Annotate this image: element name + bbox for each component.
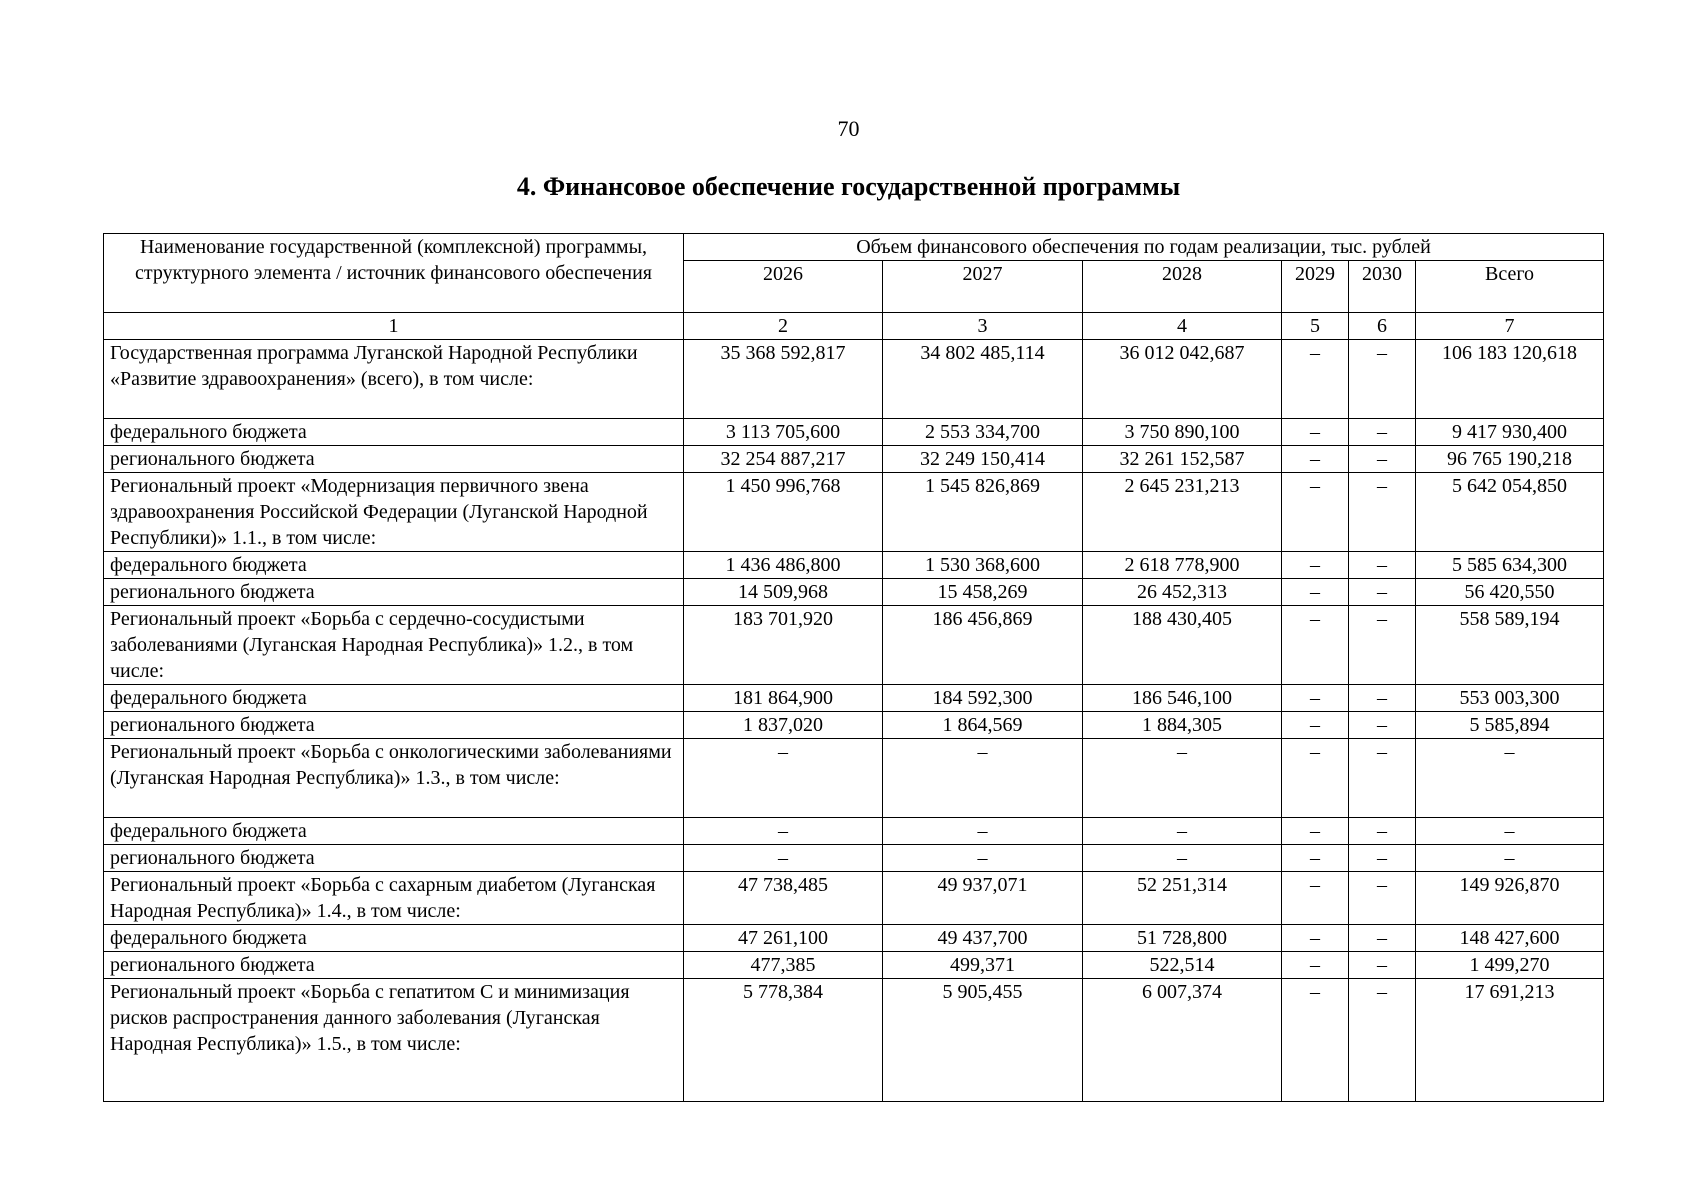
value-cell: 52 251,314 (1083, 872, 1282, 925)
value-cell: 2 553 334,700 (883, 419, 1083, 446)
row-name-cell: Государственная программа Луганской Народной Республики «Развитие здравоохранения» (всего), в том числе: (104, 340, 684, 419)
value-cell: 5 778,384 (684, 979, 883, 1102)
value-cell: – (1282, 685, 1349, 712)
value-cell: 49 437,700 (883, 925, 1083, 952)
row-name-cell: регионального бюджета (104, 446, 684, 473)
year-cell: 2028 (1083, 261, 1282, 313)
column-number: 1 (104, 313, 684, 340)
value-cell: – (684, 739, 883, 818)
value-cell: 1 864,569 (883, 712, 1083, 739)
value-cell: – (1349, 340, 1416, 419)
value-cell: 3 750 890,100 (1083, 419, 1282, 446)
row-name-cell: федерального бюджета (104, 925, 684, 952)
value-cell: 2 645 231,213 (1083, 473, 1282, 552)
column-number: 6 (1349, 313, 1416, 340)
column-number: 2 (684, 313, 883, 340)
value-cell: – (1282, 872, 1349, 925)
value-cell: – (1349, 419, 1416, 446)
table-row (104, 872, 1604, 925)
value-cell: – (1282, 979, 1349, 1102)
value-cell: – (1349, 739, 1416, 818)
value-cell: 2 618 778,900 (1083, 552, 1282, 579)
value-cell: 149 926,870 (1416, 872, 1604, 925)
value-cell: 96 765 190,218 (1416, 446, 1604, 473)
value-cell: – (1416, 845, 1604, 872)
value-cell: – (1282, 845, 1349, 872)
value-cell: – (1282, 552, 1349, 579)
value-cell: – (1349, 712, 1416, 739)
value-cell: – (1349, 979, 1416, 1102)
value-cell: 183 701,920 (684, 606, 883, 685)
table-row (104, 818, 1604, 845)
table-row (104, 606, 1604, 685)
value-cell: 34 802 485,114 (883, 340, 1083, 419)
section-title: 4. Финансовое обеспечение государственной программы (516, 172, 1181, 201)
row-name-cell: Региональный проект «Борьба с гепатитом С и минимизация рисков распространения данного заболевания (Луганская Народная Республика)» 1.5., в том числе: (104, 979, 684, 1102)
year-cell: 2030 (1349, 261, 1416, 313)
value-cell: 477,385 (684, 952, 883, 979)
table-row (104, 685, 1604, 712)
value-cell: 5 642 054,850 (1416, 473, 1604, 552)
value-cell: 1 884,305 (1083, 712, 1282, 739)
value-cell: – (1349, 845, 1416, 872)
value-cell: 17 691,213 (1416, 979, 1604, 1102)
table-row (104, 579, 1604, 606)
value-cell: – (1282, 952, 1349, 979)
value-cell: – (1349, 685, 1416, 712)
value-cell: 9 417 930,400 (1416, 419, 1604, 446)
value-cell: 106 183 120,618 (1416, 340, 1604, 419)
header-name-cell: Наименование государственной (комплексной) программы, структурного элемента / источник финансового обеспечения (104, 234, 684, 313)
value-cell: – (1349, 473, 1416, 552)
row-name-cell: федерального бюджета (104, 419, 684, 446)
value-cell: 181 864,900 (684, 685, 883, 712)
value-cell: – (1083, 739, 1282, 818)
value-cell: – (1349, 552, 1416, 579)
value-cell: – (1349, 925, 1416, 952)
value-cell: 26 452,313 (1083, 579, 1282, 606)
value-cell: 35 368 592,817 (684, 340, 883, 419)
value-cell: 1 545 826,869 (883, 473, 1083, 552)
row-name-cell: регионального бюджета (104, 952, 684, 979)
value-cell: – (1416, 739, 1604, 818)
value-cell: – (1282, 818, 1349, 845)
row-name-cell: федерального бюджета (104, 685, 684, 712)
table-row (104, 712, 1604, 739)
value-cell: – (684, 818, 883, 845)
value-cell: 184 592,300 (883, 685, 1083, 712)
value-cell: 558 589,194 (1416, 606, 1604, 685)
table-row (104, 739, 1604, 818)
value-cell: 56 420,550 (1416, 579, 1604, 606)
value-cell: 15 458,269 (883, 579, 1083, 606)
value-cell: 36 012 042,687 (1083, 340, 1282, 419)
value-cell: 1 499,270 (1416, 952, 1604, 979)
value-cell: 32 249 150,414 (883, 446, 1083, 473)
value-cell: – (883, 818, 1083, 845)
column-number: 7 (1416, 313, 1604, 340)
value-cell: – (1349, 606, 1416, 685)
value-cell: 5 585 634,300 (1416, 552, 1604, 579)
value-cell: 6 007,374 (1083, 979, 1282, 1102)
value-cell: 51 728,800 (1083, 925, 1282, 952)
row-name-cell: регионального бюджета (104, 579, 684, 606)
row-name-cell: регионального бюджета (104, 845, 684, 872)
column-number: 5 (1282, 313, 1349, 340)
value-cell: 49 937,071 (883, 872, 1083, 925)
row-name-cell: Региональный проект «Борьба с сахарным диабетом (Луганская Народная Республика)» 1.4., в том числе: (104, 872, 684, 925)
value-cell: 1 837,020 (684, 712, 883, 739)
table-row (104, 845, 1604, 872)
row-name-cell: Региональный проект «Борьба с онкологическими заболеваниями (Луганская Народная Республика)» 1.3., в том числе: (104, 739, 684, 818)
table-row (104, 979, 1604, 1102)
value-cell: – (1282, 739, 1349, 818)
value-cell: 47 738,485 (684, 872, 883, 925)
value-cell: 522,514 (1083, 952, 1282, 979)
value-cell: 148 427,600 (1416, 925, 1604, 952)
financing-table (103, 233, 1604, 1102)
value-cell: – (1282, 579, 1349, 606)
year-cell: 2027 (883, 261, 1083, 313)
value-cell: 47 261,100 (684, 925, 883, 952)
value-cell: – (1282, 419, 1349, 446)
value-cell: 1 450 996,768 (684, 473, 883, 552)
row-name-cell: федерального бюджета (104, 818, 684, 845)
value-cell: 186 456,869 (883, 606, 1083, 685)
value-cell: – (1349, 872, 1416, 925)
column-number: 4 (1083, 313, 1282, 340)
value-cell: – (1282, 473, 1349, 552)
row-name-cell: Региональный проект «Модернизация первичного звена здравоохранения Российской Федерации (Луганской Народной Республики)» 1.1., в том числе: (104, 473, 684, 552)
value-cell: 5 585,894 (1416, 712, 1604, 739)
table-row (104, 552, 1604, 579)
value-cell: – (1349, 446, 1416, 473)
value-cell: – (1282, 606, 1349, 685)
value-cell: 32 261 152,587 (1083, 446, 1282, 473)
value-cell: – (1282, 925, 1349, 952)
value-cell: 188 430,405 (1083, 606, 1282, 685)
year-cell: Всего (1416, 261, 1604, 313)
value-cell: – (684, 845, 883, 872)
table-body (104, 340, 1604, 1102)
year-cell: 2026 (684, 261, 883, 313)
row-name-cell: федерального бюджета (104, 552, 684, 579)
table-row (104, 419, 1604, 446)
table-row (104, 952, 1604, 979)
value-cell: – (1349, 952, 1416, 979)
value-cell: 1 530 368,600 (883, 552, 1083, 579)
value-cell: – (1349, 818, 1416, 845)
value-cell: 5 905,455 (883, 979, 1083, 1102)
value-cell: 186 546,100 (1083, 685, 1282, 712)
value-cell: – (1282, 446, 1349, 473)
column-number-row (104, 313, 1604, 340)
value-cell: – (1282, 712, 1349, 739)
header-volume-cell: Объем финансового обеспечения по годам реализации, тыс. рублей (684, 234, 1604, 261)
value-cell: 3 113 705,600 (684, 419, 883, 446)
value-cell: – (1282, 340, 1349, 419)
value-cell: – (883, 845, 1083, 872)
value-cell: – (883, 739, 1083, 818)
value-cell: – (1349, 579, 1416, 606)
value-cell: 553 003,300 (1416, 685, 1604, 712)
page-number: 70 (837, 116, 860, 141)
value-cell: 499,371 (883, 952, 1083, 979)
year-cell: 2029 (1282, 261, 1349, 313)
header-row (104, 234, 1604, 261)
column-number: 3 (883, 313, 1083, 340)
value-cell: 1 436 486,800 (684, 552, 883, 579)
table-row (104, 473, 1604, 552)
value-cell: – (1416, 818, 1604, 845)
table-row (104, 925, 1604, 952)
value-cell: – (1083, 818, 1282, 845)
row-name-cell: регионального бюджета (104, 712, 684, 739)
value-cell: 32 254 887,217 (684, 446, 883, 473)
table-row (104, 446, 1604, 473)
value-cell: – (1083, 845, 1282, 872)
value-cell: 14 509,968 (684, 579, 883, 606)
table-row (104, 340, 1604, 419)
row-name-cell: Региональный проект «Борьба с сердечно-сосудистыми заболеваниями (Луганская Народная Республика)» 1.2., в том числе: (104, 606, 684, 685)
